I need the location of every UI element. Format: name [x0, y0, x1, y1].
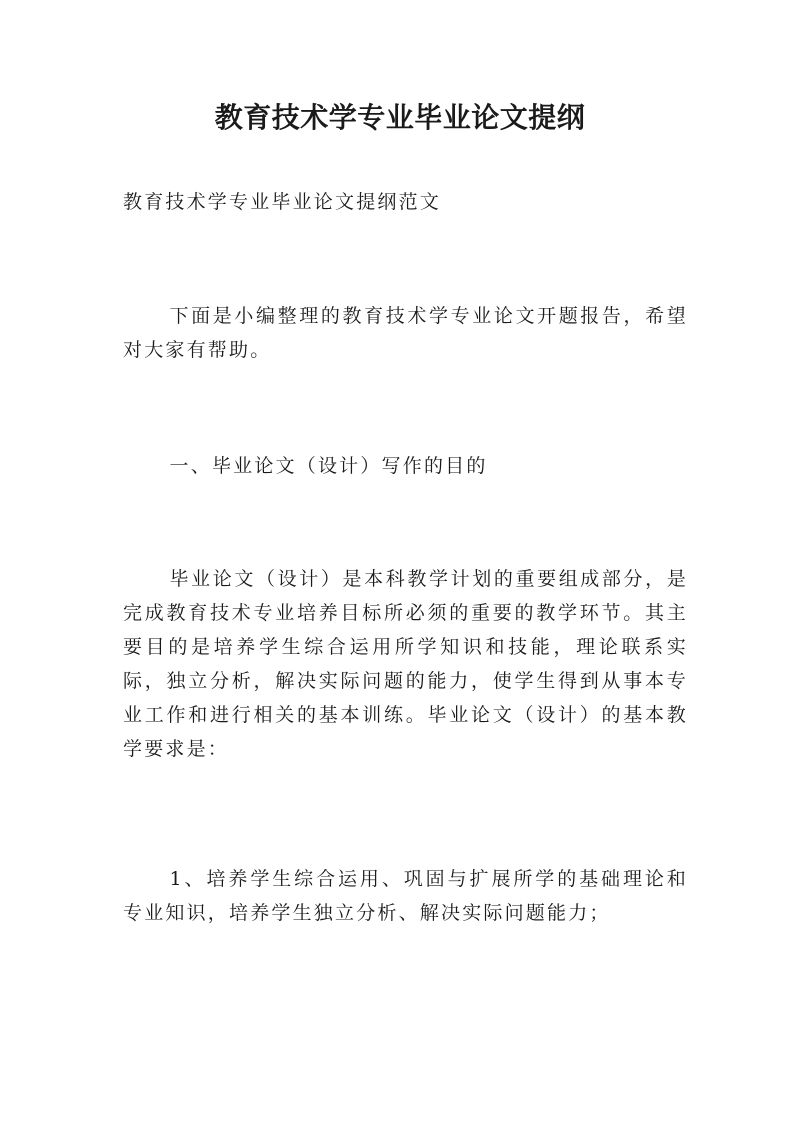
- section-heading: 一、毕业论文（设计）写作的目的: [169, 455, 488, 477]
- purpose-paragraph: 毕业论文（设计）是本科教学计划的重要组成部分，是完成教育技术专业培养目标所必须的重要的教学环节。其主要目的是培养学生综合运用所学知识和技能，理论联系实际，独立分析，解决实际问题的能力，使学生得到从事本专业工作和进行相关的基本训练。毕业论文（设计）的基本教学要求是：: [123, 568, 688, 760]
- intro-paragraph: 下面是小编整理的教育技术学专业论文开题报告，希望对大家有帮助。: [123, 305, 688, 361]
- document-subtitle: 教育技术学专业毕业论文提纲范文: [123, 191, 442, 213]
- list-item: 1、培养学生综合运用、巩固与扩展所学的基础理论和专业知识，培养学生独立分析、解决实际问题能力；: [123, 868, 688, 924]
- document-title: 教育技术学专业毕业论文提纲: [214, 101, 586, 134]
